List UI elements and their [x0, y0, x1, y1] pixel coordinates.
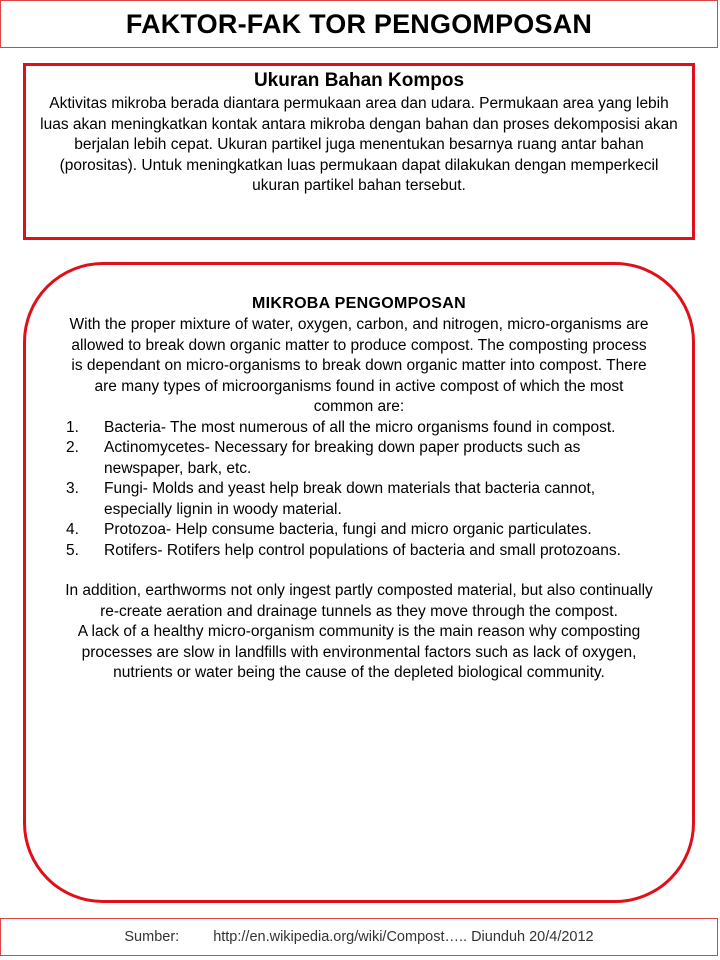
- ukuran-bahan-section: [23, 63, 695, 240]
- landfill-paragraph: A lack of a healthy micro-organism community is the main reason why composting processes are slow in landfills with environmental factors such as lack of oxygen, nutrients or water being the cause of the depleted biological community.: [77, 623, 641, 681]
- spacer: [64, 561, 654, 581]
- list-number: 3.: [66, 480, 79, 497]
- ukuran-heading: Ukuran Bahan Kompos: [253, 70, 465, 91]
- list-item: [66, 479, 654, 520]
- list-text: Bacteria- The most numerous of all the micro organisms found in compost.: [104, 418, 616, 436]
- page-title: FAKTOR-FAK TOR PENGOMPOSAN: [125, 8, 593, 39]
- source-label: Sumber:: [124, 929, 180, 945]
- list-text: Rotifers- Rotifers help control populations of bacteria and small protozoans.: [104, 541, 621, 559]
- list-text: Protozoa- Help consume bacteria, fungi and micro organic particulates.: [104, 521, 592, 538]
- mikroba-heading: MIKROBA PENGOMPOSAN: [251, 295, 466, 312]
- mikroba-section: [23, 262, 695, 903]
- list-number: 4.: [66, 521, 79, 538]
- list-number: 2.: [66, 439, 79, 456]
- list-number: 1.: [66, 418, 79, 436]
- list-text: Fungi- Molds and yeast help break down materials that bacteria cannot, especially lignin in woody material.: [104, 480, 596, 518]
- ukuran-body: Aktivitas mikroba berada diantara permukaan area dan udara. Permukaan area yang lebih luas akan meningkatkan kontak antara mikroba dengan bahan dan proses dekomposisi akan berjalan lebih cepat. Ukuran partikel juga menentukan besarnya ruang antar bahan (porositas). Untuk meningkatkan luas permukaan dapat dilakukan dengan memperkecil ukuran partikel bahan tersebut.: [40, 95, 678, 194]
- list-item: [66, 541, 654, 562]
- microorganism-list: [64, 418, 654, 562]
- source-link[interactable]: http://en.wikipedia.org/wiki/Compost….. Diunduh 20/4/2012: [213, 929, 594, 945]
- title-box: [0, 0, 718, 48]
- source-footer: [0, 918, 718, 956]
- earthworm-paragraph: In addition, earthworms not only ingest partly composted material, but also continually re-create aeration and drainage tunnels as they move through the compost.: [65, 582, 653, 620]
- list-item: [66, 520, 654, 541]
- list-number: 5.: [66, 541, 79, 559]
- list-item: [66, 418, 654, 439]
- list-text: Actinomycetes- Necessary for breaking down paper products such as newspaper, bark, etc.: [104, 439, 581, 477]
- mikroba-intro: With the proper mixture of water, oxygen, carbon, and nitrogen, micro-organisms are allowed to break down organic matter to produce compost. The composting process is dependant on micro-organisms to break down organic matter into compost. There are many types of microorganisms found in active compost of which the most common are:: [69, 316, 649, 415]
- list-item: [66, 438, 654, 479]
